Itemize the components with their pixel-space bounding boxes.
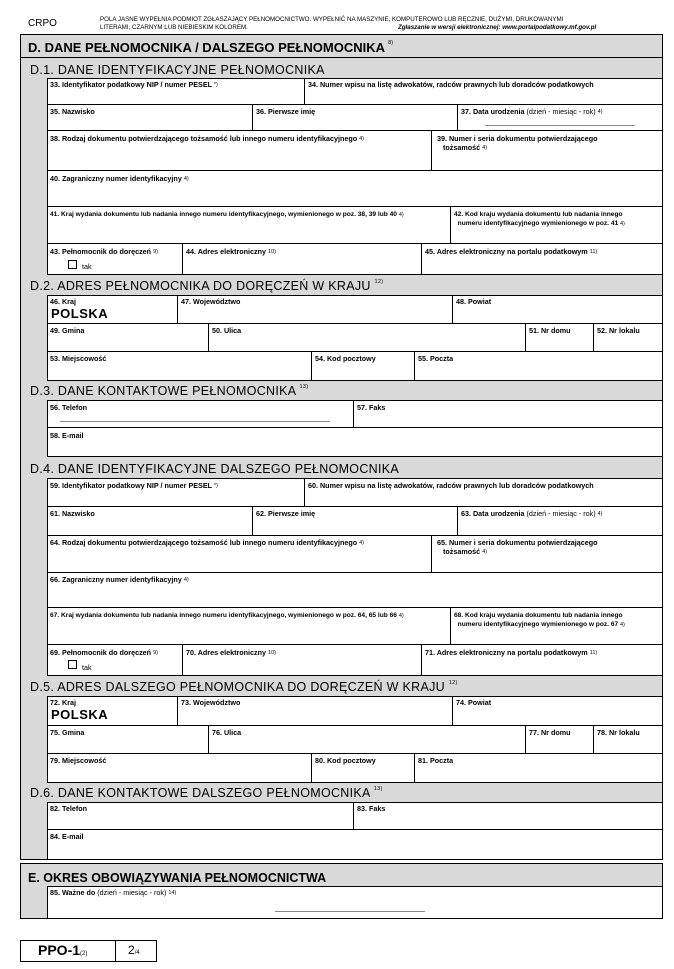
field-47-label: 47. Województwo xyxy=(181,297,241,306)
field-50-label: 50. Ulica xyxy=(212,326,242,335)
section-d-title: D. DANE PEŁNOMOCNIKA / DALSZEGO PEŁNOMOCNIKA $^{8)}$ xyxy=(28,40,394,55)
field-41-label: 41. Kraj wydania dokumentu lub nadania innego numeru identyfikacyjnego, wymienionego w poz. 38, 39 lub 40 $^{4)}$ xyxy=(50,211,404,218)
field-40-label: 40. Zagraniczny numer identyfikacyjny $^{4)}$ xyxy=(50,174,189,183)
d2-title: D.2. ADRES PEŁNOMOCNIKA DO DORĘCZEŃ W KRAJU $^{12)}$ xyxy=(30,279,384,293)
field-57[interactable] xyxy=(353,400,663,428)
field-59-label: 59. Identyfikator podatkowy NIP / numer PESEL *) xyxy=(50,481,218,490)
instruction-line-2: LITERAMI, CZARNYM LUB NIEBIESKIM KOLOREM. xyxy=(100,24,248,31)
instruction-line-1: POLA JASNE WYPEŁNIA PODMIOT ZGŁASZAJĄCY PEŁNOMOCNICTWO. WYPEŁNIĆ NA MASZYNIE, KOMPUTEROWO LUB RĘCZNIE, DUŻYMI, DRUKOWANYMI xyxy=(100,16,564,23)
field-72-value: POLSKA xyxy=(51,707,109,722)
field-82[interactable] xyxy=(47,802,354,830)
field-69-checkbox-label: tak xyxy=(82,663,92,672)
field-48-label: 48. Powiat xyxy=(456,297,492,306)
field-71-label: 71. Adres elektroniczny na portalu podatkowym $^{11)}$ xyxy=(425,648,598,657)
field-33-label: 33. Identyfikator podatkowy NIP / numer PESEL *) xyxy=(50,80,218,89)
form-code: CRPO xyxy=(28,18,57,29)
field-42-label: 42. Kod kraju wydania dokumentu lub nadania innego numeru identyfikacyjnego wymienionego w poz. 41 $^{4)}$ xyxy=(454,211,625,227)
field-84[interactable] xyxy=(47,829,663,860)
field-45-label: 45. Adres elektroniczny na portalu podatkowym $^{11)}$ xyxy=(425,247,598,256)
field-62-label: 62. Pierwsze imię xyxy=(256,509,316,518)
field-35-label: 35. Nazwisko xyxy=(50,107,95,116)
d4-title: D.4. DANE IDENTYFIKACYJNE DALSZEGO PEŁNOMOCNIKA xyxy=(30,462,400,476)
field-55-label: 55. Poczta xyxy=(418,354,454,363)
field-64-label: 64. Rodzaj dokumentu potwierdzającego tożsamość lub innego numeru identyfikacyjnego $^{4)}$ xyxy=(50,538,365,547)
field-43-checkbox-label: tak xyxy=(82,262,92,271)
field-56[interactable] xyxy=(47,400,354,428)
field-73-label: 73. Województwo xyxy=(181,698,241,707)
field-54-label: 54. Kod pocztowy xyxy=(315,354,376,363)
field-46-value: POLSKA xyxy=(51,306,109,321)
field-38-label: 38. Rodzaj dokumentu potwierdzającego tożsamość lub innego numeru identyfikacyjnego $^{4)}$ xyxy=(50,134,365,143)
e-submission-note: Zgłaszanie w wersji elektronicznej: www.portalpodatkowy.mf.gov.pl xyxy=(398,24,597,31)
field-77-label: 77. Nr domu xyxy=(529,728,571,737)
d5-title: D.5. ADRES DALSZEGO PEŁNOMOCNIKA DO DORĘCZEŃ W KRAJU $^{12)}$ xyxy=(30,680,458,694)
field-34-label: 34. Numer wpisu na listę adwokatów, radców prawnych lub doradców podatkowych xyxy=(308,80,594,89)
field-79-label: 79. Miejscowość xyxy=(50,756,107,765)
field-66-label: 66. Zagraniczny numer identyfikacyjny $^{4)}$ xyxy=(50,575,189,584)
field-78-label: 78. Nr lokalu xyxy=(597,728,640,737)
field-70-label: 70. Adres elektroniczny $^{10)}$ xyxy=(186,648,276,657)
field-84-label: 84. E-mail xyxy=(50,832,84,841)
section-e-title: E. OKRES OBOWIĄZYWANIA PEŁNOMOCNICTWA xyxy=(28,871,327,885)
field-74-label: 74. Powiat xyxy=(456,698,492,707)
field-83-label: 83. Faks xyxy=(357,804,386,813)
field-76-label: 76. Ulica xyxy=(212,728,242,737)
field-36-label: 36. Pierwsze imię xyxy=(256,107,316,116)
field-65-label: 65. Numer i seria dokumentu potwierdzającego tożsamość $^{4)}$ xyxy=(437,538,598,556)
field-37-date-guide xyxy=(485,122,635,126)
field-56-guide xyxy=(60,418,330,422)
field-50[interactable] xyxy=(208,323,526,352)
d1-title: D.1. DANE IDENTYFIKACYJNE PEŁNOMOCNIKA xyxy=(30,63,325,77)
field-58[interactable] xyxy=(47,427,663,457)
field-75-label: 75. Gmina xyxy=(50,728,85,737)
field-67-label: 67. Kraj wydania dokumentu lub nadania innego numeru identyfikacyjnego, wymienionego w poz. 64, 65 lub 66 $^{4)}$ xyxy=(50,612,404,619)
field-80-label: 80. Kod pocztowy xyxy=(315,756,376,765)
field-76[interactable] xyxy=(208,725,526,754)
field-83[interactable] xyxy=(353,802,663,830)
d6-title: D.6. DANE KONTAKTOWE DALSZEGO PEŁNOMOCNIKA $^{13)}$ xyxy=(30,786,383,800)
field-56-label: 56. Telefon xyxy=(50,403,88,412)
field-58-label: 58. E-mail xyxy=(50,431,84,440)
field-85-label: 85. Ważne do (dzień - miesiąc - rok) $^{14)}$ xyxy=(50,888,177,897)
field-52-label: 52. Nr lokalu xyxy=(597,326,640,335)
field-44-label: 44. Adres elektroniczny $^{10)}$ xyxy=(186,247,276,256)
field-63-label: 63. Data urodzenia (dzień - miesiąc - rok) $^{4)}$ xyxy=(461,509,603,518)
d3-title: D.3. DANE KONTAKTOWE PEŁNOMOCNIKA $^{13)}$ xyxy=(30,384,309,398)
field-61-label: 61. Nazwisko xyxy=(50,509,95,518)
field-43-label: 43. Pełnomocnik do doręczeń $^{9)}$ xyxy=(50,247,158,256)
field-69-label: 69. Pełnomocnik do doręczeń $^{9)}$ xyxy=(50,648,158,657)
field-43-checkbox[interactable] xyxy=(68,260,77,269)
field-68-label: 68. Kod kraju wydania dokumentu lub nadania innego numeru identyfikacyjnego wymienionego w poz. 67 $^{4)}$ xyxy=(454,612,625,628)
field-72-label: 72. Kraj xyxy=(50,698,76,707)
field-85-date-guide xyxy=(275,908,425,912)
page-number: 2/4 xyxy=(128,943,140,957)
field-82-label: 82. Telefon xyxy=(50,804,88,813)
field-81-label: 81. Poczta xyxy=(418,756,454,765)
field-57-label: 57. Faks xyxy=(357,403,386,412)
field-53-label: 53. Miejscowość xyxy=(50,354,107,363)
field-60-label: 60. Numer wpisu na listę adwokatów, radców prawnych lub doradców podatkowych xyxy=(308,481,594,490)
field-69-checkbox[interactable] xyxy=(68,660,77,669)
field-49-label: 49. Gmina xyxy=(50,326,85,335)
field-37-label: 37. Data urodzenia (dzień - miesiąc - rok) $^{4)}$ xyxy=(461,107,603,116)
field-46-label: 46. Kraj xyxy=(50,297,76,306)
field-39-label: 39. Numer i seria dokumentu potwierdzającego tożsamość $^{4)}$ xyxy=(437,134,598,152)
form-id: PPO-1(2) xyxy=(38,942,88,958)
field-51-label: 51. Nr domu xyxy=(529,326,571,335)
